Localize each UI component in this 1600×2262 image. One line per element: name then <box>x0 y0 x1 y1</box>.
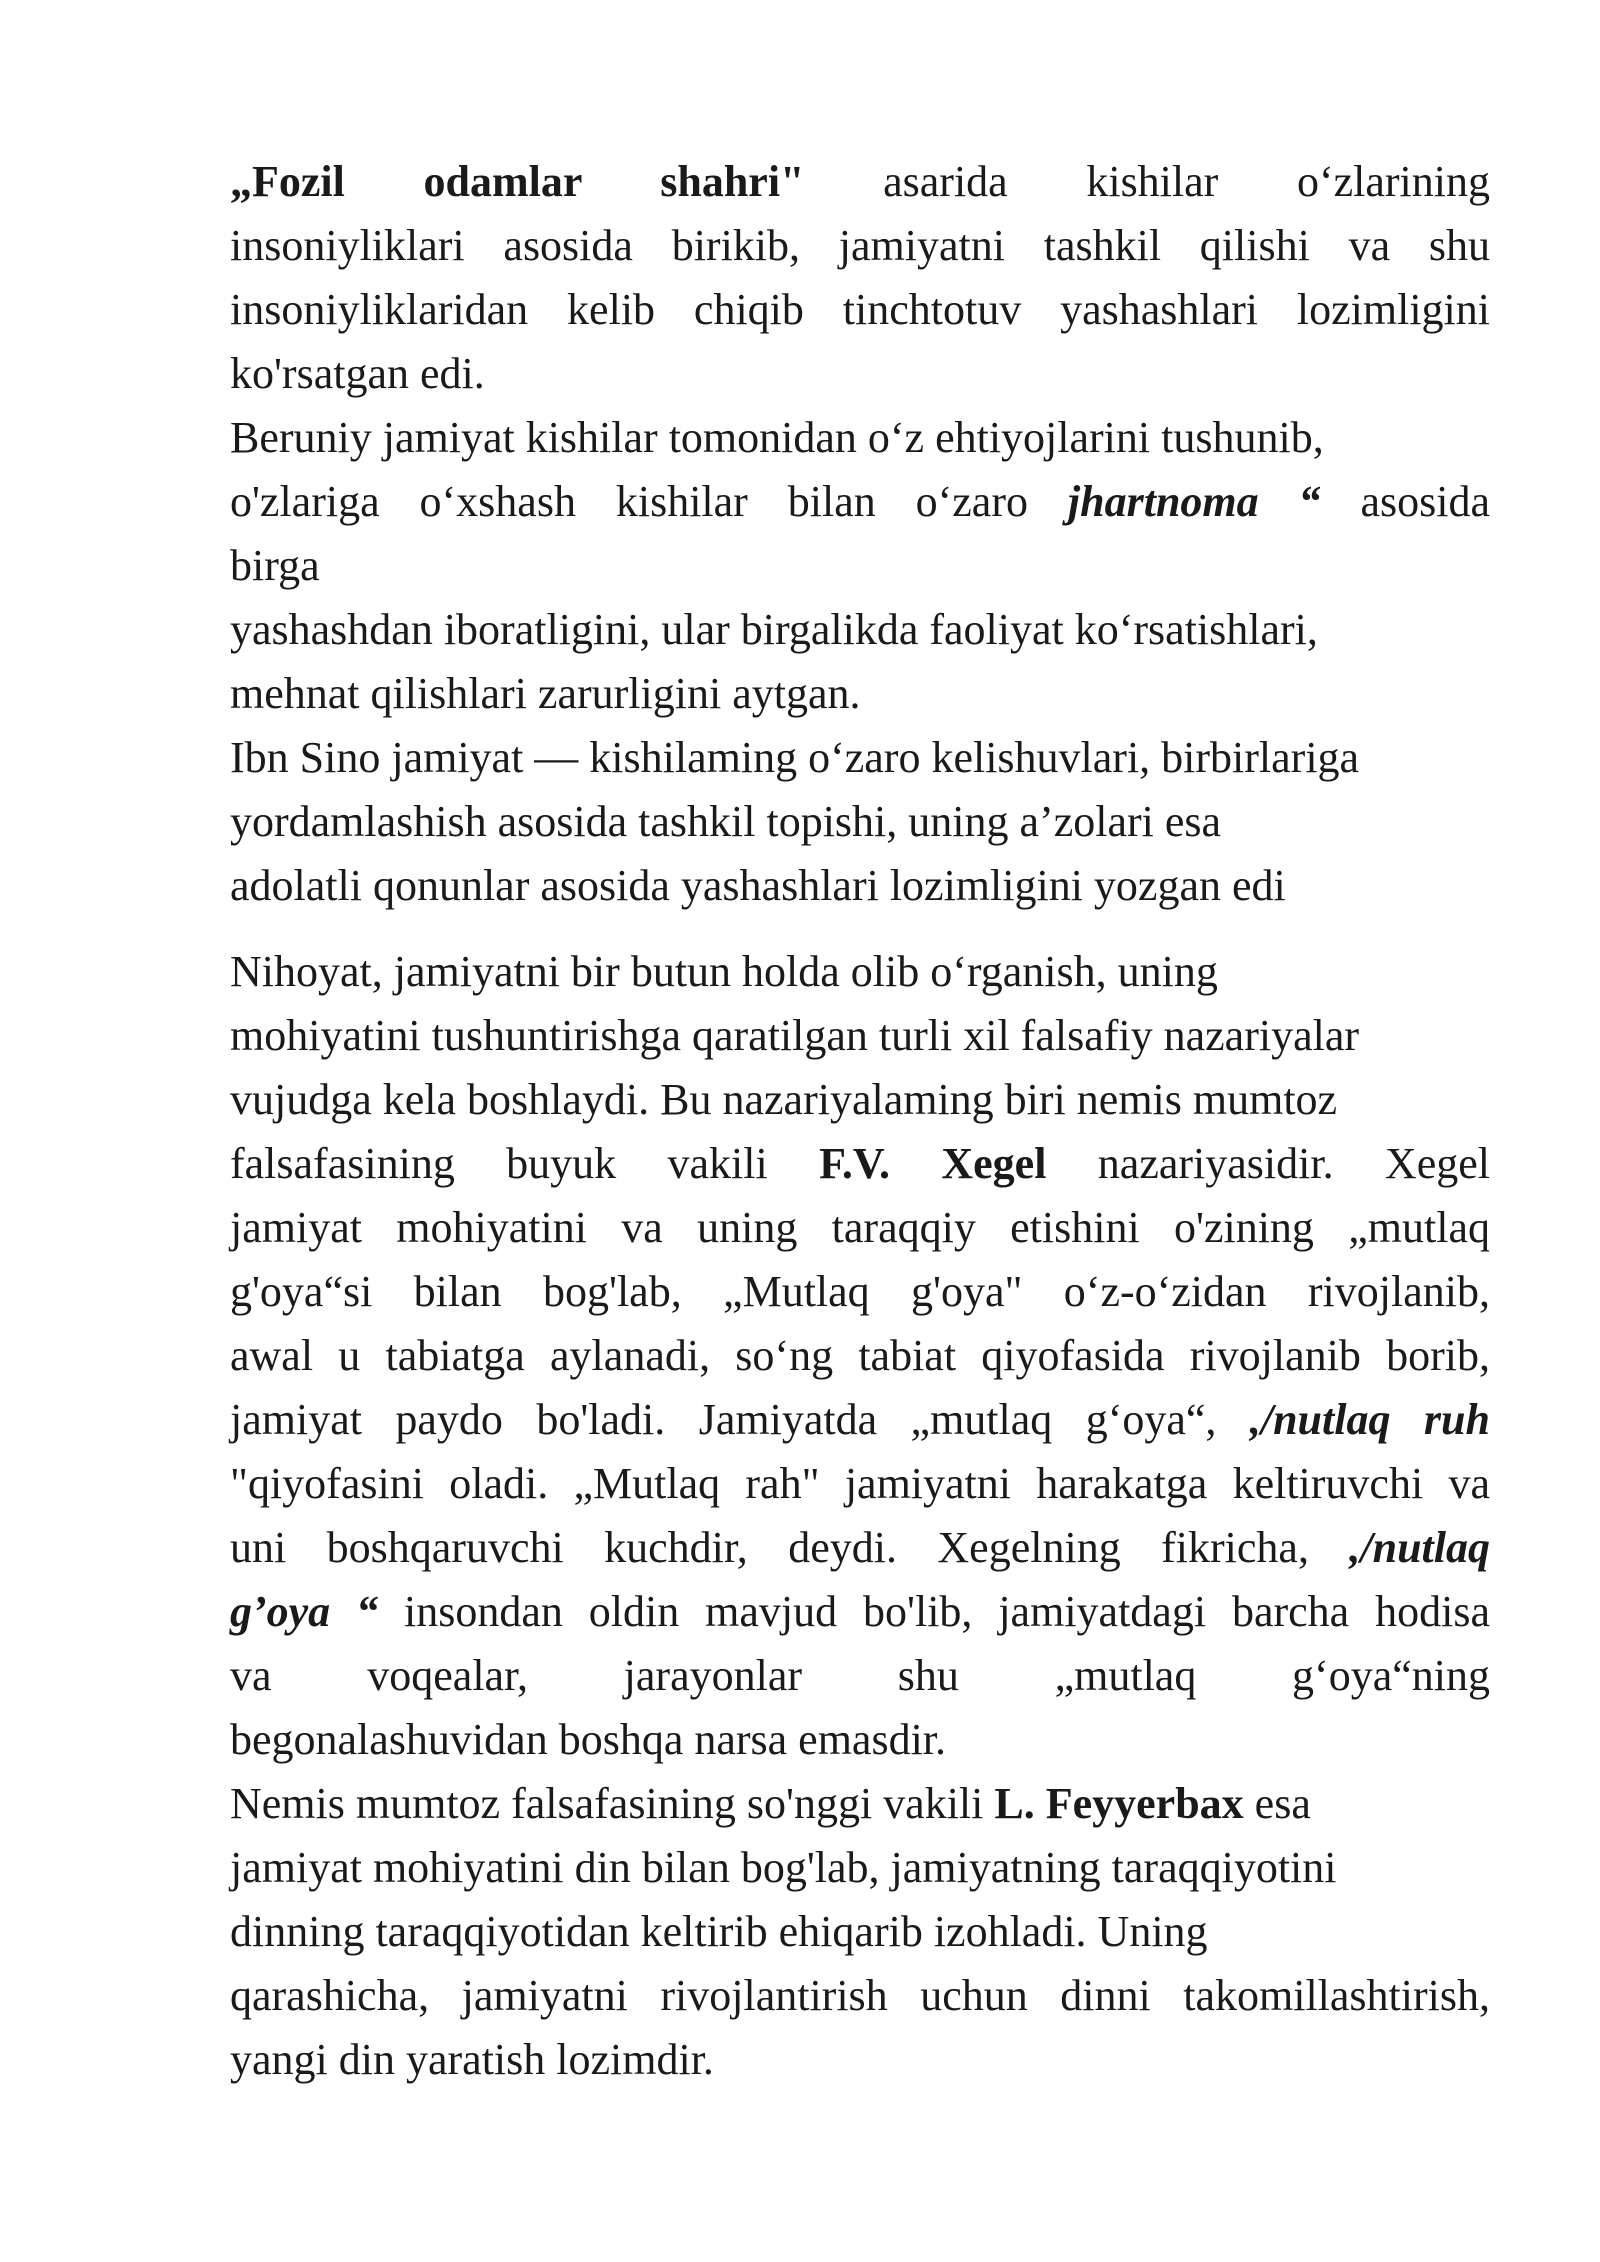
emphasized-text: „Fozil odamlar shahri" <box>230 157 805 206</box>
text-run: awal u tabiatga aylanadi, so‘ng tabiat qiyofasida rivojlanib borib, <box>230 1331 1490 1380</box>
text-run: yashashdan iboratligini, ular birgalikda faoliyat ko‘rsatishlari, <box>230 605 1318 654</box>
text-run: falsafasining buyuk vakili <box>230 1139 820 1188</box>
text-run: Ibn Sino jamiyat — kishilaming o‘zaro kelishuvlari, birbirlariga <box>230 733 1360 782</box>
text-run: "qiyofasini oladi. „Mutlaq rah" jamiyatni harakatga keltiruvchi va <box>230 1459 1490 1508</box>
text-line <box>230 1388 1490 1452</box>
text-line <box>230 1900 1490 1964</box>
text-run: insondan oldin mavjud bo'lib, jamiyatdagi barcha hodisa <box>378 1587 1490 1636</box>
text-line <box>230 1324 1490 1388</box>
text-line <box>230 854 1490 918</box>
text-line <box>230 1196 1490 1260</box>
text-line <box>230 1644 1490 1708</box>
text-line <box>230 406 1490 470</box>
text-line <box>230 726 1490 790</box>
text-line <box>230 1836 1490 1900</box>
text-run: vujudga kela boshlaydi. Bu nazariyalaming biri nemis mumtoz <box>230 1075 1338 1124</box>
text-run: Nemis mumtoz falsafasining so'nggi vakili <box>230 1779 995 1828</box>
text-run: jamiyat mohiyatini din bilan bog'lab, jamiyatning taraqqiyotini <box>230 1843 1337 1892</box>
text-line <box>230 1132 1490 1196</box>
text-run: g'oya“si bilan bog'lab, „Mutlaq g'oya" o‘z-o‘zidan rivojlanib, <box>230 1267 1490 1316</box>
emphasized-text: g’oya “ <box>230 1587 379 1636</box>
text-run: yangi din yaratish lozimdir. <box>230 2035 714 2084</box>
text-line <box>230 1964 1490 2028</box>
emphasized-text: F.V. Xegel <box>819 1139 1047 1188</box>
text-run: esa <box>1243 1779 1311 1828</box>
text-line <box>230 534 1490 598</box>
text-run: adolatli qonunlar asosida yashashlari lozimligini yozgan edi <box>230 861 1286 910</box>
text-run: begonalashuvidan boshqa narsa emasdir. <box>230 1715 947 1764</box>
text-line <box>230 470 1490 534</box>
text-line <box>230 342 1490 406</box>
text-run: insoniyliklaridan kelib chiqib tinchtotuv yashashlari lozimligini <box>230 285 1490 334</box>
text-run: uni boshqaruvchi kuchdir, deydi. Xegelning fikricha, <box>230 1523 1350 1572</box>
text-line <box>230 2028 1490 2092</box>
text-run: mohiyatini tushuntirishga qaratilgan turli xil falsafiy nazariyalar <box>230 1011 1360 1060</box>
text-run: o'zlariga o‘xshash kishilar bilan o‘zaro <box>230 477 1068 526</box>
text-run: birga <box>230 541 320 590</box>
emphasized-text: ,/nutlaq ruh <box>1249 1395 1490 1444</box>
text-line <box>230 1004 1490 1068</box>
text-line <box>230 1708 1490 1772</box>
emphasized-text: L. Feyyerbax <box>994 1779 1244 1828</box>
text-line <box>230 1516 1490 1580</box>
paragraph-block-1 <box>230 150 1490 918</box>
text-run: va voqealar, jarayonlar shu „mutlaq g‘oya“ning <box>230 1651 1490 1700</box>
emphasized-text: ,/nutlaq <box>1349 1523 1490 1572</box>
text-line <box>230 1452 1490 1516</box>
text-run: ko'rsatgan edi. <box>230 349 485 398</box>
text-line <box>230 598 1490 662</box>
text-run: jamiyat mohiyatini va uning taraqqiy etishini o'zining „mutlaq <box>230 1203 1490 1252</box>
text-run: qarashicha, jamiyatni rivojlantirish uchun dinni takomillashtirish, <box>230 1971 1490 2020</box>
text-line <box>230 1772 1490 1836</box>
emphasized-text: jhartnoma “ <box>1067 477 1321 526</box>
text-line <box>230 150 1490 214</box>
paragraph-block-2 <box>230 940 1490 2092</box>
text-run: nazariyasidir. Xegel <box>1046 1139 1490 1188</box>
text-line <box>230 214 1490 278</box>
text-run: mehnat qilishlari zarurligini aytgan. <box>230 669 861 718</box>
text-run: asosida <box>1320 477 1490 526</box>
text-run: Nihoyat, jamiyatni bir butun holda olib o‘rganish, uning <box>230 947 1218 996</box>
text-line <box>230 662 1490 726</box>
text-run: yordamlashish asosida tashkil topishi, uning a’zolari esa <box>230 797 1222 846</box>
text-line <box>230 790 1490 854</box>
text-line <box>230 1260 1490 1324</box>
text-run: dinning taraqqiyotidan keltirib ehiqarib izohladi. Uning <box>230 1907 1208 1956</box>
text-line <box>230 940 1490 1004</box>
text-run: jamiyat paydo bo'ladi. Jamiyatda „mutlaq g‘oya“, <box>230 1395 1250 1444</box>
text-run: asarida kishilar o‘zlarining <box>804 157 1490 206</box>
text-run: insoniyliklari asosida birikib, jamiyatni tashkil qilishi va shu <box>230 221 1490 270</box>
text-run: Beruniy jamiyat kishilar tomonidan o‘z ehtiyojlarini tushunib, <box>230 413 1324 462</box>
text-line <box>230 278 1490 342</box>
text-line <box>230 1580 1490 1644</box>
text-line <box>230 1068 1490 1132</box>
